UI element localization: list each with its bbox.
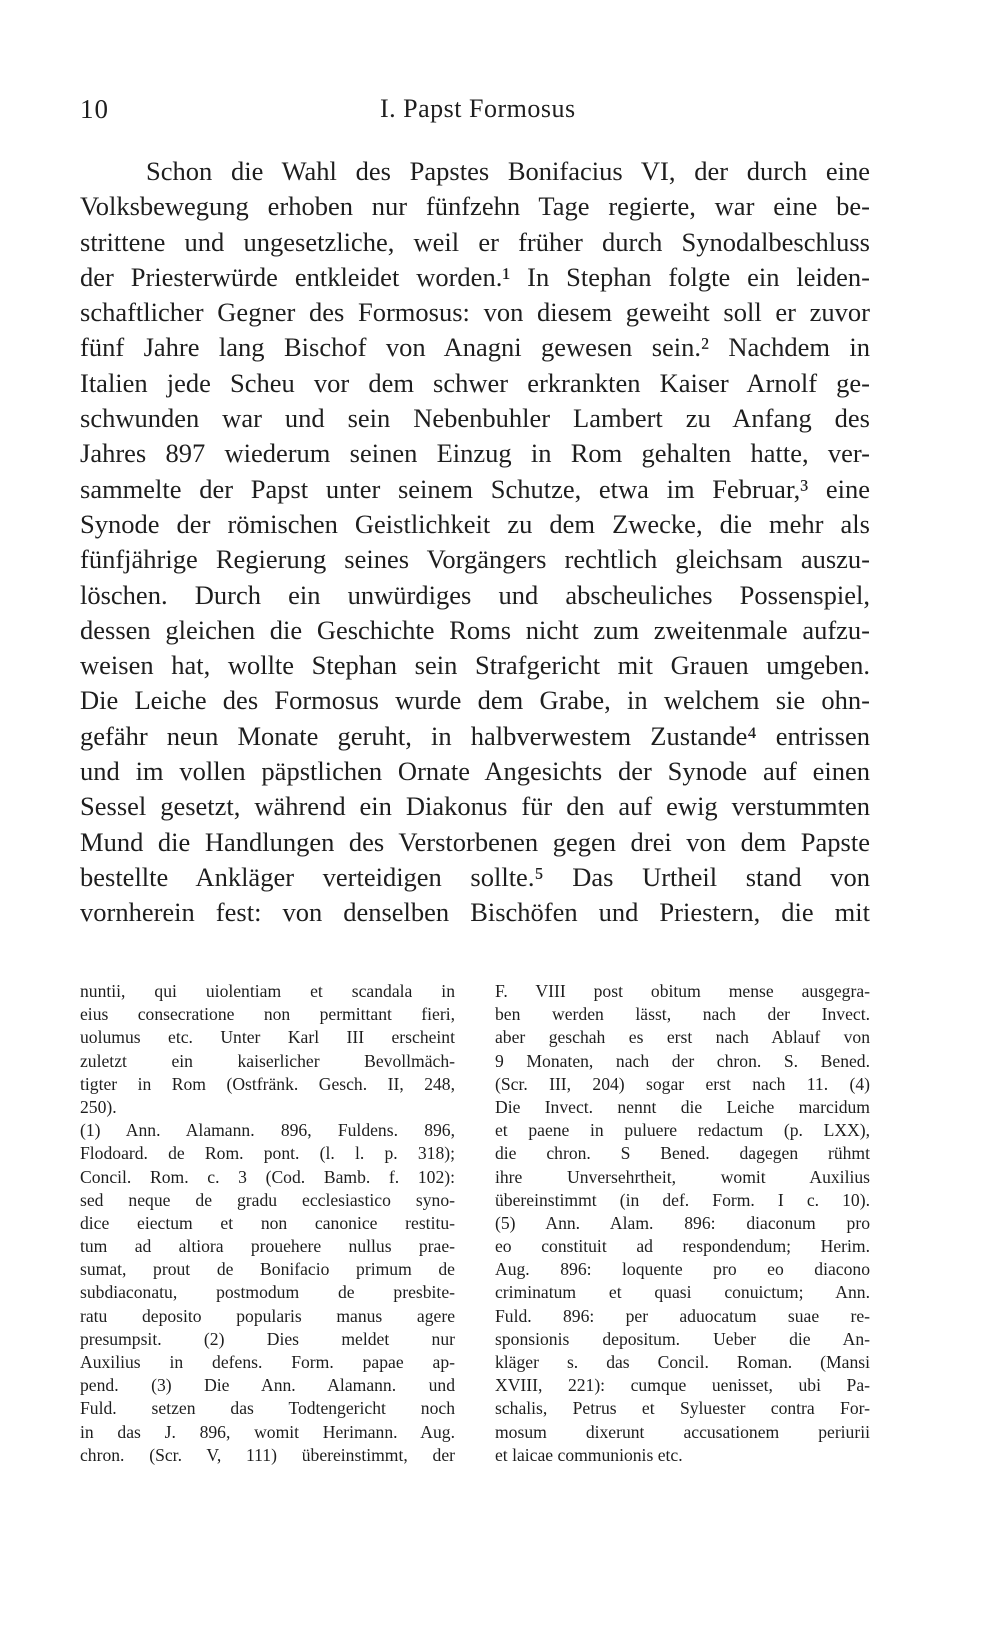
footnote-line: et laicae communionis etc. (495, 1444, 683, 1465)
page-number: 10 (80, 94, 109, 124)
footnote-line: et paene in puluere redactum (p. LXX), (495, 1120, 870, 1141)
running-head: I. Papst Formosus (380, 94, 576, 123)
main-text-line: Mund die Handlungen des Verstorbenen gegen drei von dem Papste (80, 826, 870, 857)
footnote-line: presumpsit. (2) Dies meldet nur (80, 1328, 455, 1349)
main-text-line: Synode der römischen Geistlichkeit zu dem Zwecke, die mehr als (80, 508, 870, 539)
page-header (80, 94, 910, 134)
footnote-line: mosum dixerunt accusationem periurii (495, 1421, 870, 1442)
footnotes-left-column (80, 980, 455, 1467)
footnote-line: die chron. S Bened. dagegen rühmt (495, 1143, 870, 1164)
footnote-line: Concil. Rom. c. 3 (Cod. Bamb. f. 102): (80, 1166, 455, 1187)
main-text-line: sammelte der Papst unter seinem Schutze, etwa im Februar,³ eine (80, 473, 870, 504)
footnote-line: (1) Ann. Alamann. 896, Fuldens. 896, (80, 1120, 455, 1141)
footnote-line: tum ad altiora prouehere nullus prae- (80, 1236, 455, 1257)
footnote-line: übereinstimmt (in def. Form. I c. 10). (495, 1189, 870, 1210)
footnote-line: aber geschah es erst nach Ablauf von (495, 1027, 870, 1048)
main-text-line: fünfjährige Regierung seines Vorgängers rechtlich gleichsam auszu- (80, 544, 870, 575)
main-text-line: vornherein fest: von denselben Bischöfen und Priestern, die mit (80, 897, 870, 928)
footnote-line: Fuld. 896: per aduocatum suae re- (495, 1305, 870, 1326)
main-text-line: Sessel gesetzt, während ein Diakonus für den auf ewig verstummten (80, 791, 870, 822)
footnotes-right-column (495, 980, 870, 1467)
footnote-line: dice eiectum et non canonice restitu- (80, 1212, 455, 1233)
main-text-line: löschen. Durch ein unwürdiges und abscheuliches Possenspiel, (80, 579, 870, 610)
main-text-line: schaftlicher Gegner des Formosus: von diesem geweiht soll er zuvor (80, 297, 870, 328)
footnote-line: chron. (Scr. V, 111) übereinstimmt, der (80, 1444, 455, 1465)
footnote-line: Aug. 896: loquente pro eo diacono (495, 1259, 870, 1280)
footnote-line: zuletzt ein kaiserlicher Bevollmäch- (80, 1050, 455, 1071)
footnote-line: Flodoard. de Rom. pont. (l. l. p. 318); (80, 1143, 455, 1164)
main-text-line: bestellte Ankläger verteidigen sollte.⁵ Das Urtheil stand von (80, 861, 870, 892)
main-text-line: der Priesterwürde entkleidet worden.¹ In Stephan folgte ein leiden- (80, 261, 870, 292)
main-text-line: Italien jede Scheu vor dem schwer erkrankten Kaiser Arnolf ge- (80, 367, 870, 398)
footnote-line: ratu deposito popularis manus agere (80, 1305, 455, 1326)
footnote-line: tigter in Rom (Ostfränk. Gesch. II, 248, (80, 1073, 455, 1094)
footnote-line: (Scr. III, 204) sogar erst nach 11. (4) (495, 1073, 870, 1094)
main-text-line: Volksbewegung erhoben nur fünfzehn Tage regierte, war eine be- (80, 191, 870, 222)
main-text-line: schwunden war und sein Nebenbuhler Lambert zu Anfang des (80, 403, 870, 434)
main-text-line: dessen gleichen die Geschichte Roms nicht zum zweitenmale aufzu- (80, 614, 870, 645)
main-text-line: und im vollen päpstlichen Ornate Angesichts der Synode auf einen (80, 756, 870, 787)
footnote-line: schalis, Petrus et Syluester contra For- (495, 1398, 870, 1419)
footnote-line: eius consecratione non permittant fieri, (80, 1004, 455, 1025)
footnote-line: sed neque de gradu ecclesiastico syno- (80, 1189, 455, 1210)
footnote-line: nuntii, qui uiolentiam et scandala in (80, 981, 455, 1001)
footnote-line: Fuld. setzen das Todtengericht noch (80, 1398, 455, 1419)
main-text-line: weisen hat, wollte Stephan sein Strafgericht mit Grauen umgeben. (80, 650, 870, 681)
main-text-line: gefähr neun Monate geruht, in halbverwestem Zustande⁴ entrissen (80, 720, 870, 751)
footnote-line: sumat, prout de Bonifacio primum de (80, 1259, 455, 1280)
footnote-line: in das J. 896, womit Herimann. Aug. (80, 1421, 455, 1442)
main-text (80, 154, 870, 931)
main-text-line: strittene und ungesetzliche, weil er früher durch Synodalbeschluss (80, 226, 870, 257)
footnote-line: (5) Ann. Alam. 896: diaconum pro (495, 1212, 870, 1233)
footnote-line: eo constituit ad respondendum; Herim. (495, 1236, 870, 1257)
footnote-line: XVIII, 221): cumque uenisset, ubi Pa- (495, 1375, 870, 1396)
footnote-line: kläger s. das Concil. Roman. (Mansi (495, 1352, 870, 1372)
footnote-line: subdiaconatu, postmodum de presbite- (80, 1282, 455, 1303)
main-text-line: Die Leiche des Formosus wurde dem Grabe, in welchem sie ohn- (80, 685, 870, 716)
footnote-line: Auxilius in defens. Form. papae ap- (80, 1352, 455, 1372)
footnote-line: ben werden lässt, nach der Invect. (495, 1004, 870, 1025)
main-text-line: Jahres 897 wiederum seinen Einzug in Rom gehalten hatte, ver- (80, 438, 870, 469)
footnote-line: sponsionis depositum. Ueber die An- (495, 1328, 870, 1349)
footnote-line: pend. (3) Die Ann. Alamann. und (80, 1375, 455, 1396)
main-text-line: Schon die Wahl des Papstes Bonifacius VI, der durch eine (146, 156, 870, 186)
footnote-line: 250). (80, 1096, 117, 1117)
footnote-line: criminatum et quasi conuictum; Ann. (495, 1282, 870, 1303)
footnote-line: 9 Monaten, nach der chron. S. Bened. (495, 1050, 870, 1071)
footnote-line: Die Invect. nennt die Leiche marcidum (495, 1096, 870, 1117)
footnote-line: uolumus etc. Unter Karl III erscheint (80, 1027, 455, 1048)
footnote-line: F. VIII post obitum mense ausgegra- (495, 981, 870, 1001)
footnote-line: ihre Unversehrtheit, womit Auxilius (495, 1166, 870, 1187)
main-text-line: fünf Jahre lang Bischof von Anagni gewesen sein.² Nachdem in (80, 332, 870, 363)
